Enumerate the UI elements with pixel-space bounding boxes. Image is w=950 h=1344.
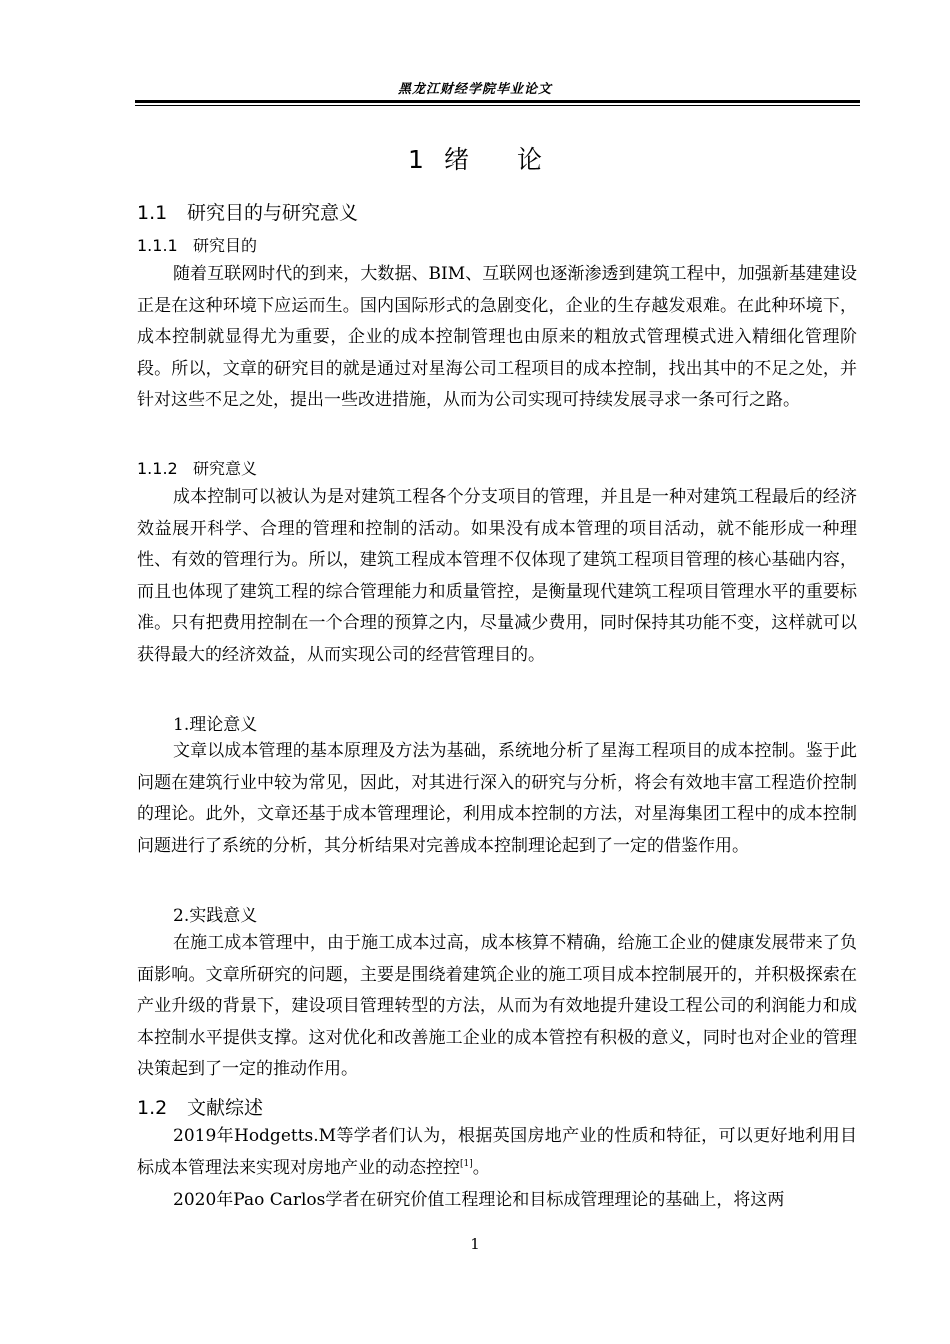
subsection-number: 1.1.2	[137, 459, 178, 478]
paragraph-theoretical-significance: 文章以成本管理的基本原理及方法为基础，系统地分析了星海工程项目的成本控制。鉴于此问题在建筑行业中较为常见，因此，对其进行深入的研究与分析，将会有效地丰富工程造价控制的理论。此外，文章还基于成本管理理论，利用成本控制的方法，对星海集团工程中的成本控制问题进行了系统的分析，其分析结果对完善成本控制理论起到了一定的借鉴作用。	[137, 741, 857, 856]
section-title: 研究目的与研究意义	[187, 202, 359, 224]
header-rule-thin	[135, 105, 860, 106]
chapter-title	[0, 140, 950, 176]
subsection-title: 研究目的	[193, 236, 258, 255]
running-header: 黑龙江财经学院毕业论文	[397, 82, 552, 97]
header-rule-thick	[135, 100, 860, 103]
chapter-number: 1	[408, 145, 424, 174]
subsection-number: 1.1.1	[137, 236, 178, 255]
subsection-heading-1-1-2	[137, 456, 257, 479]
section-number: 1.2	[137, 1097, 168, 1119]
subsection-title: 研究意义	[193, 459, 258, 478]
paragraph-literature-1	[137, 1121, 857, 1184]
list-item-theoretical: 1.理论意义	[173, 715, 258, 735]
section-number: 1.1	[137, 202, 168, 224]
paragraph-research-purpose: 随着互联网时代的到来，大数据、BIM、互联网也逐渐渗透到建筑工程中，加强新基建建设正是在这种环境下应运而生。国内国际形式的急剧变化，企业的生存越发艰难。在此种环境下，成本控制就显得尤为重要，企业的成本控制管理也由原来的粗放式管理模式进入精细化管理阶段。所以，文章的研究目的就是通过对星海公司工程项目的成本控制，找出其中的不足之处，并针对这些不足之处，提出一些改进措施，从而为公司实现可持续发展寻求一条可行之路。	[137, 264, 857, 410]
section-heading-1-2	[137, 1093, 263, 1120]
subsection-heading-1-1-1	[137, 233, 257, 256]
paragraph-literature-2: 2020年Pao Carlos学者在研究价值工程理论和目标成管理理论的基础上，将这两	[173, 1190, 785, 1210]
section-heading-1-1	[137, 198, 358, 225]
chapter-title-char-2: 论	[516, 145, 542, 174]
page-number: 1	[470, 1235, 480, 1253]
paragraph-research-significance: 成本控制可以被认为是对建筑工程各个分支项目的管理，并且是一种对建筑工程最后的经济效益展开科学、合理的管理和控制的活动。如果没有成本管理的项目活动，就不能形成一种理性、有效的管理行为。所以，建筑工程成本管理不仅体现了建筑工程项目管理的核心基础内容，而且也体现了建筑工程的综合管理能力和质量管控，是衡量现代建筑工程项目管理水平的重要标准。只有把费用控制在一个合理的预算之内，尽量减少费用，同时保持其功能不变，这样就可以获得最大的经济效益，从而实现公司的经营管理目的。	[137, 487, 857, 665]
chapter-title-char-1: 绪	[443, 145, 469, 174]
citation-ref[interactable]: [1]	[460, 1158, 473, 1169]
section-title: 文献综述	[187, 1097, 264, 1119]
paragraph-practical-significance: 在施工成本管理中，由于施工成本过高，成本核算不精确，给施工企业的健康发展带来了负面影响。文章所研究的问题，主要是围绕着建筑企业的施工项目成本控制展开的，并积极探索在产业升级的背景下，建设项目管理转型的方法，从而为有效地提升建设工程公司的利润能力和成本控制水平提供支撑。这对优化和改善施工企业的成本管控有积极的意义，同时也对企业的管理决策起到了一定的推动作用。	[137, 933, 857, 1079]
list-item-practical: 2.实践意义	[173, 906, 258, 926]
literature-1-end: 。	[472, 1157, 490, 1178]
literature-1-text: 2019年Hodgetts.M等学者们认为，根据英国房地产业的性质和特征，可以更好地利用目标成本管理法来实现对房地产业的动态控控	[137, 1126, 857, 1178]
